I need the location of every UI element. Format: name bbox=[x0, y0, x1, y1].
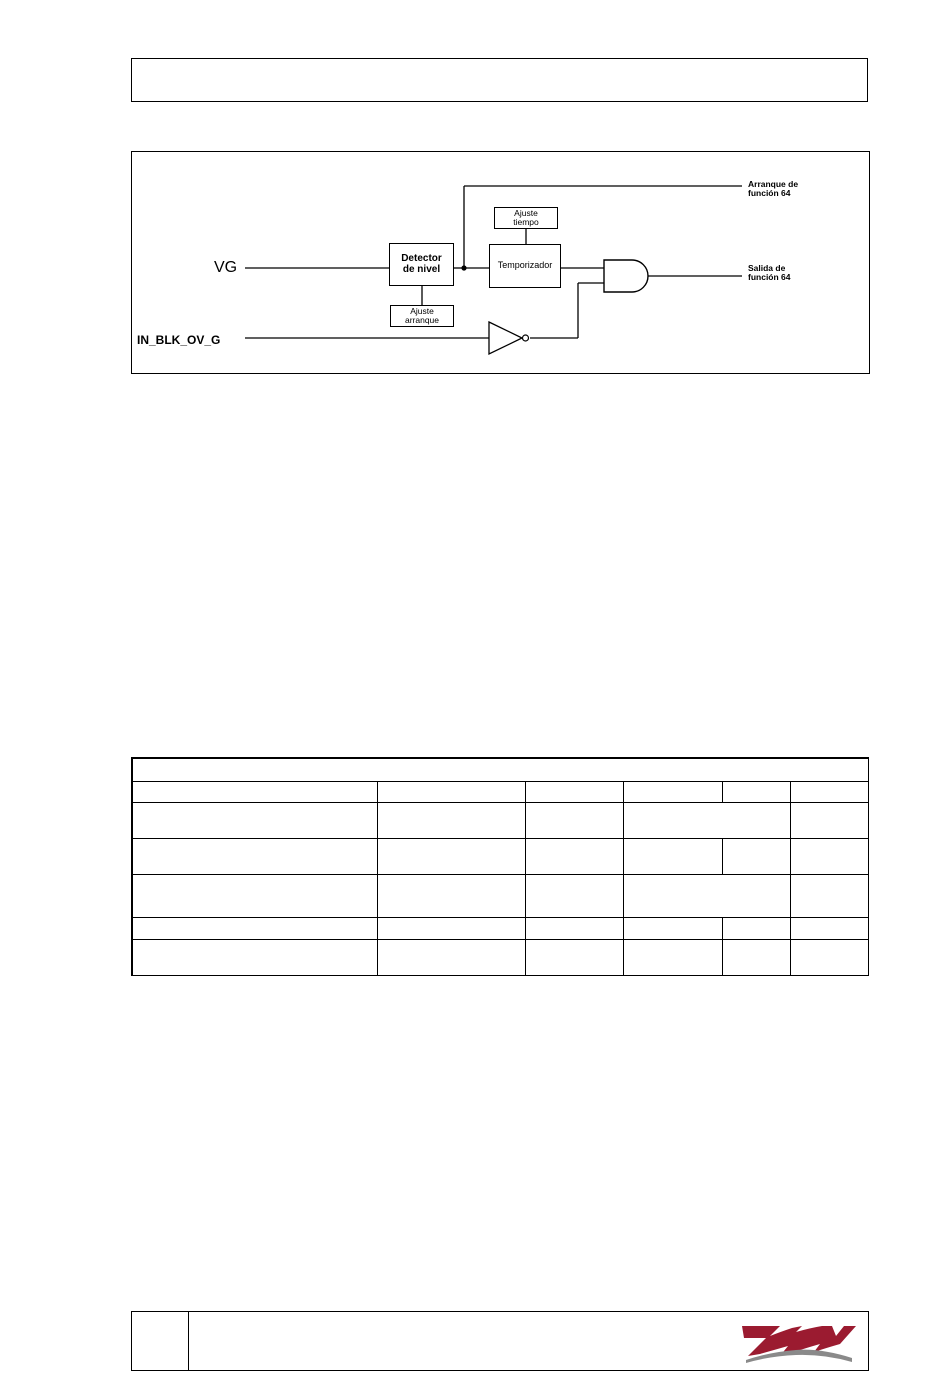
table-cell bbox=[624, 782, 723, 803]
table-cell bbox=[378, 839, 526, 875]
table-row bbox=[133, 839, 869, 875]
page-footer bbox=[131, 1311, 869, 1371]
table-cell bbox=[378, 918, 526, 940]
table-cell bbox=[133, 803, 378, 839]
table-cell bbox=[723, 940, 791, 976]
table-cell bbox=[624, 875, 791, 918]
ajuste-arranque-block: Ajuste arranque bbox=[390, 305, 454, 327]
table-cell bbox=[723, 918, 791, 940]
table-cell bbox=[791, 875, 869, 918]
table-cell bbox=[723, 782, 791, 803]
ajuste-tiempo-block: Ajuste tiempo bbox=[494, 207, 558, 229]
table-cell bbox=[526, 875, 624, 918]
table-cell bbox=[791, 918, 869, 940]
temporizador-block: Temporizador bbox=[489, 244, 561, 288]
table-cell bbox=[526, 839, 624, 875]
table-cell bbox=[624, 839, 723, 875]
and-gate bbox=[604, 260, 648, 292]
table-cell bbox=[133, 875, 378, 918]
table-cell bbox=[378, 940, 526, 976]
table-cell bbox=[624, 918, 723, 940]
table-cell bbox=[133, 759, 869, 782]
detector-block: Detector de nivel bbox=[389, 243, 454, 286]
table-cell bbox=[133, 839, 378, 875]
table-cell bbox=[624, 803, 791, 839]
table-row bbox=[133, 918, 869, 940]
table-title-row bbox=[133, 759, 869, 782]
table-cell bbox=[133, 918, 378, 940]
input-vg-label: VG bbox=[214, 259, 238, 276]
table-cell bbox=[791, 940, 869, 976]
output-salida-label: Salida de función 64 bbox=[748, 263, 791, 282]
table-header-row bbox=[133, 782, 869, 803]
input-block-label: IN_BLK_OV_G bbox=[137, 333, 221, 347]
table-cell bbox=[624, 940, 723, 976]
table-cell bbox=[378, 875, 526, 918]
table-cell bbox=[378, 782, 526, 803]
table-cell bbox=[723, 839, 791, 875]
table-cell bbox=[791, 839, 869, 875]
ziv-logo-icon bbox=[740, 1322, 858, 1364]
table-row bbox=[133, 940, 869, 976]
table-cell bbox=[378, 803, 526, 839]
header-box bbox=[131, 58, 868, 102]
table-cell bbox=[526, 803, 624, 839]
table-cell bbox=[526, 918, 624, 940]
table-cell bbox=[791, 782, 869, 803]
table-cell bbox=[526, 782, 624, 803]
table-row bbox=[133, 803, 869, 839]
table-cell bbox=[133, 782, 378, 803]
settings-table bbox=[131, 757, 869, 976]
footer-divider bbox=[188, 1312, 189, 1370]
table-cell bbox=[791, 803, 869, 839]
logic-diagram bbox=[131, 151, 870, 374]
table-cell bbox=[526, 940, 624, 976]
not-gate bbox=[489, 322, 522, 354]
output-arranque-label: Arranque de función 64 bbox=[748, 179, 799, 198]
table-cell bbox=[133, 940, 378, 976]
table-row bbox=[133, 875, 869, 918]
